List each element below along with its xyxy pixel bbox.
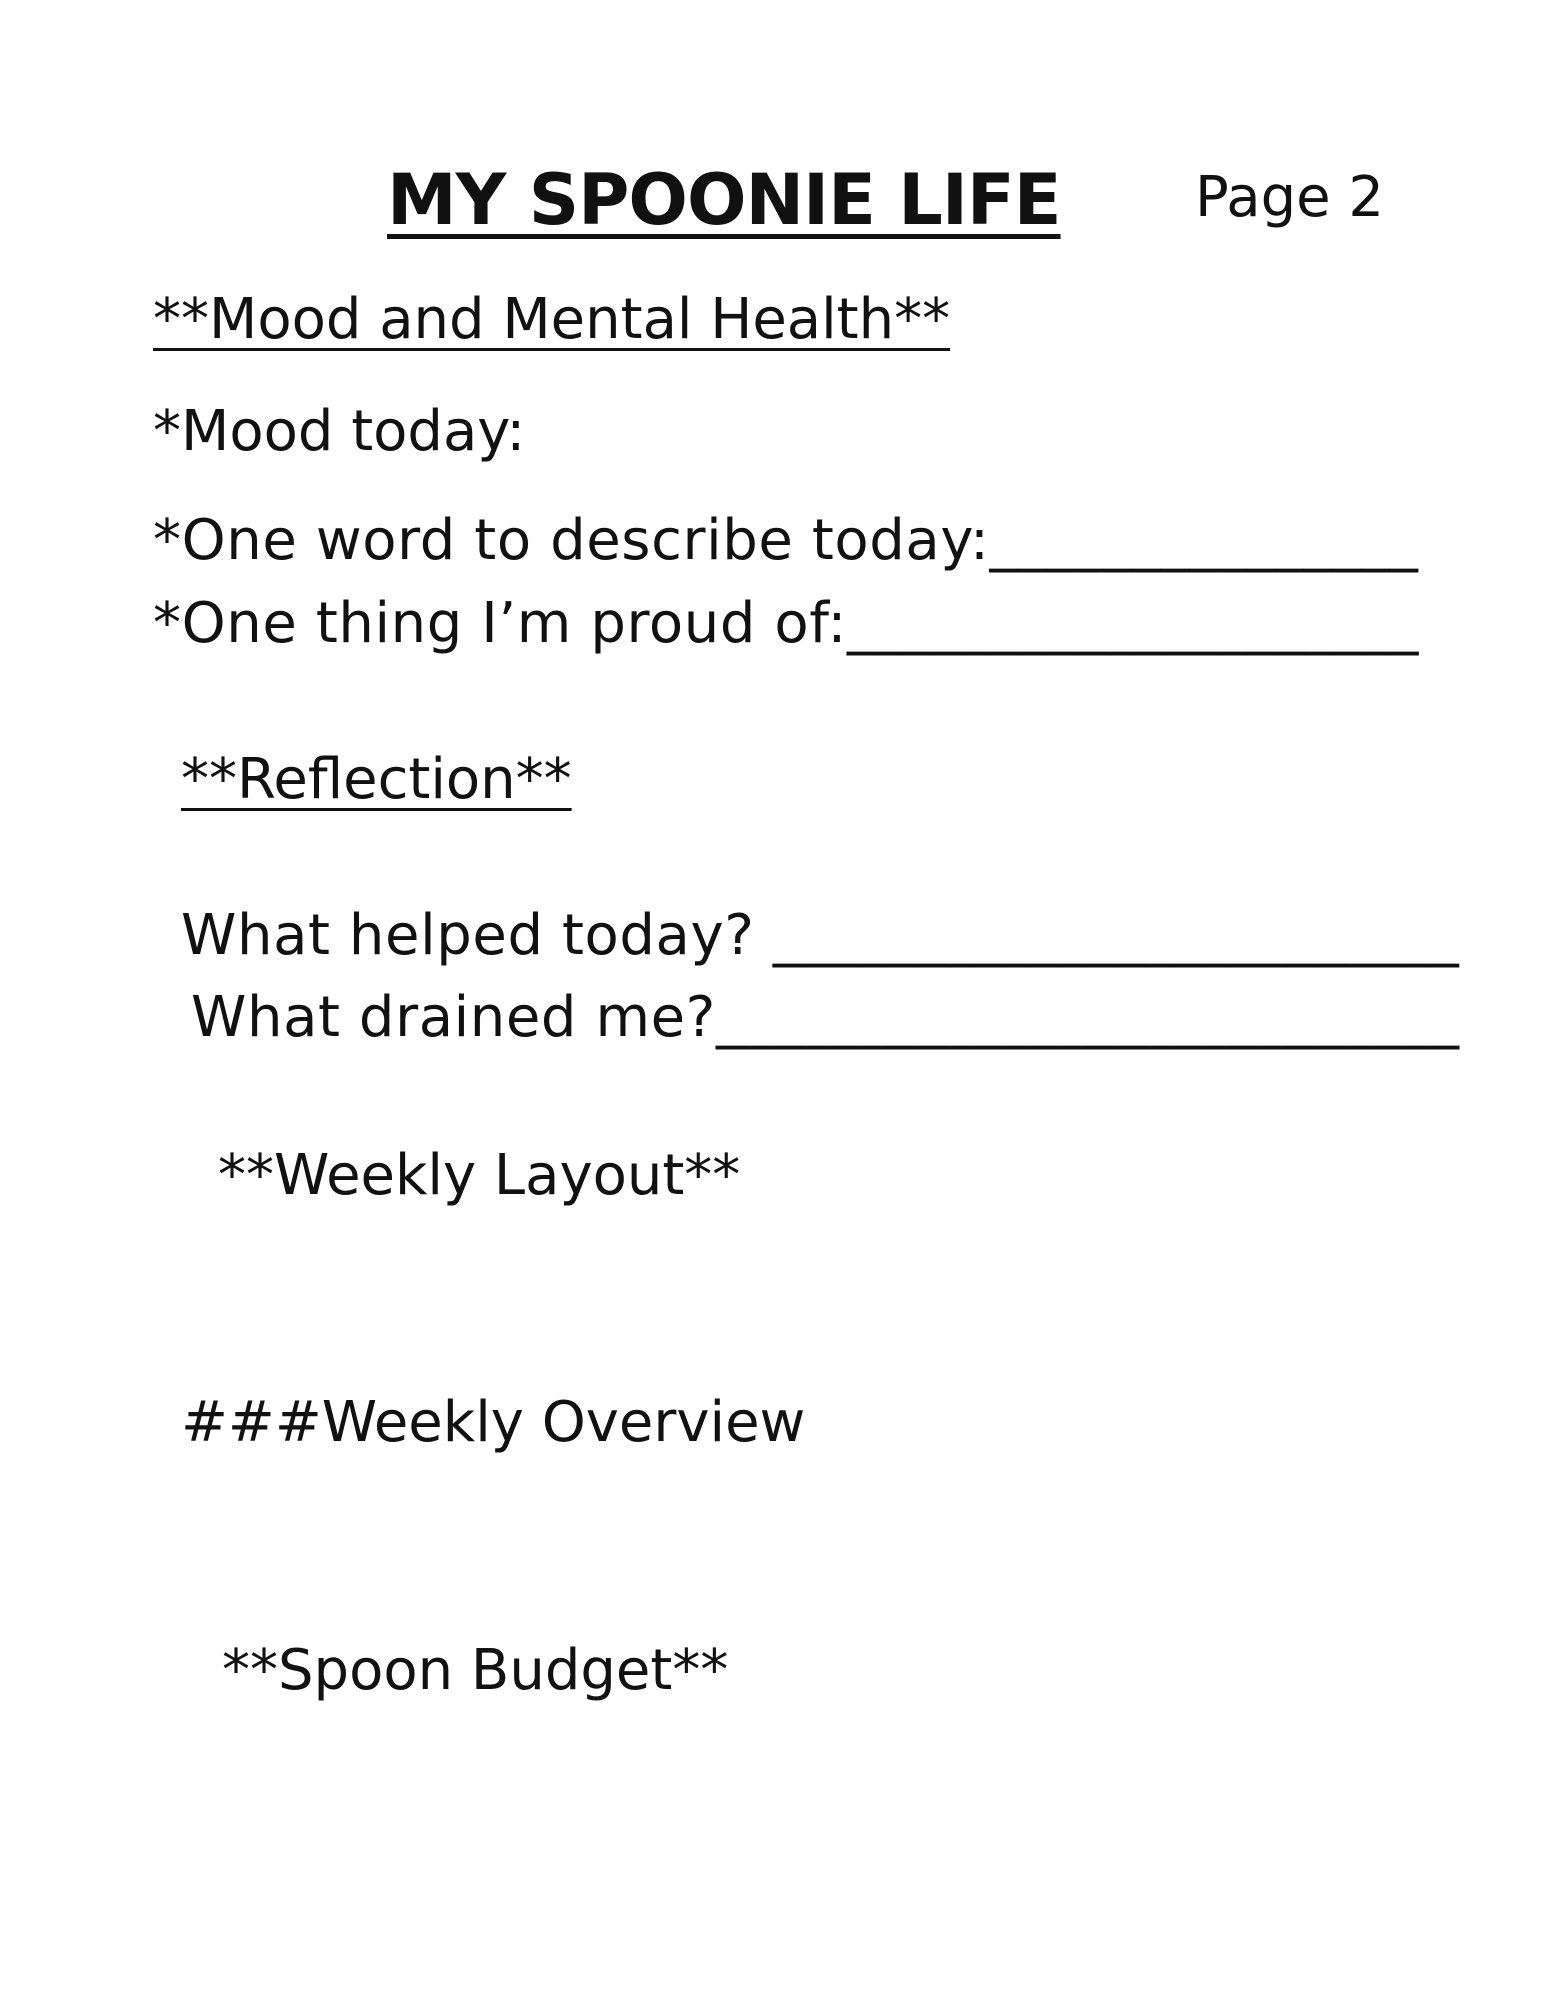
spoon-budget-heading: **Spoon Budget** [222, 1638, 729, 1703]
weekly-overview-heading: ###Weekly Overview [181, 1390, 806, 1455]
weekly-layout-heading: **Weekly Layout** [218, 1143, 741, 1208]
mood-section-heading: **Mood and Mental Health** [153, 287, 951, 352]
one-word-prompt: *One word to describe today:_______________ [153, 508, 1419, 573]
page-title: MY SPOONIE LIFE [387, 159, 1061, 241]
reflection-section-heading: **Reflection** [181, 747, 572, 812]
page-number: Page 2 [1195, 165, 1384, 230]
what-drained-prompt: What drained me?__________________________ [191, 985, 1460, 1050]
what-helped-prompt: What helped today? ________________________ [181, 903, 1460, 968]
proud-of-prompt: *One thing I’m proud of:____________________ [153, 591, 1420, 656]
mood-today-prompt: *Mood today: [153, 399, 526, 464]
